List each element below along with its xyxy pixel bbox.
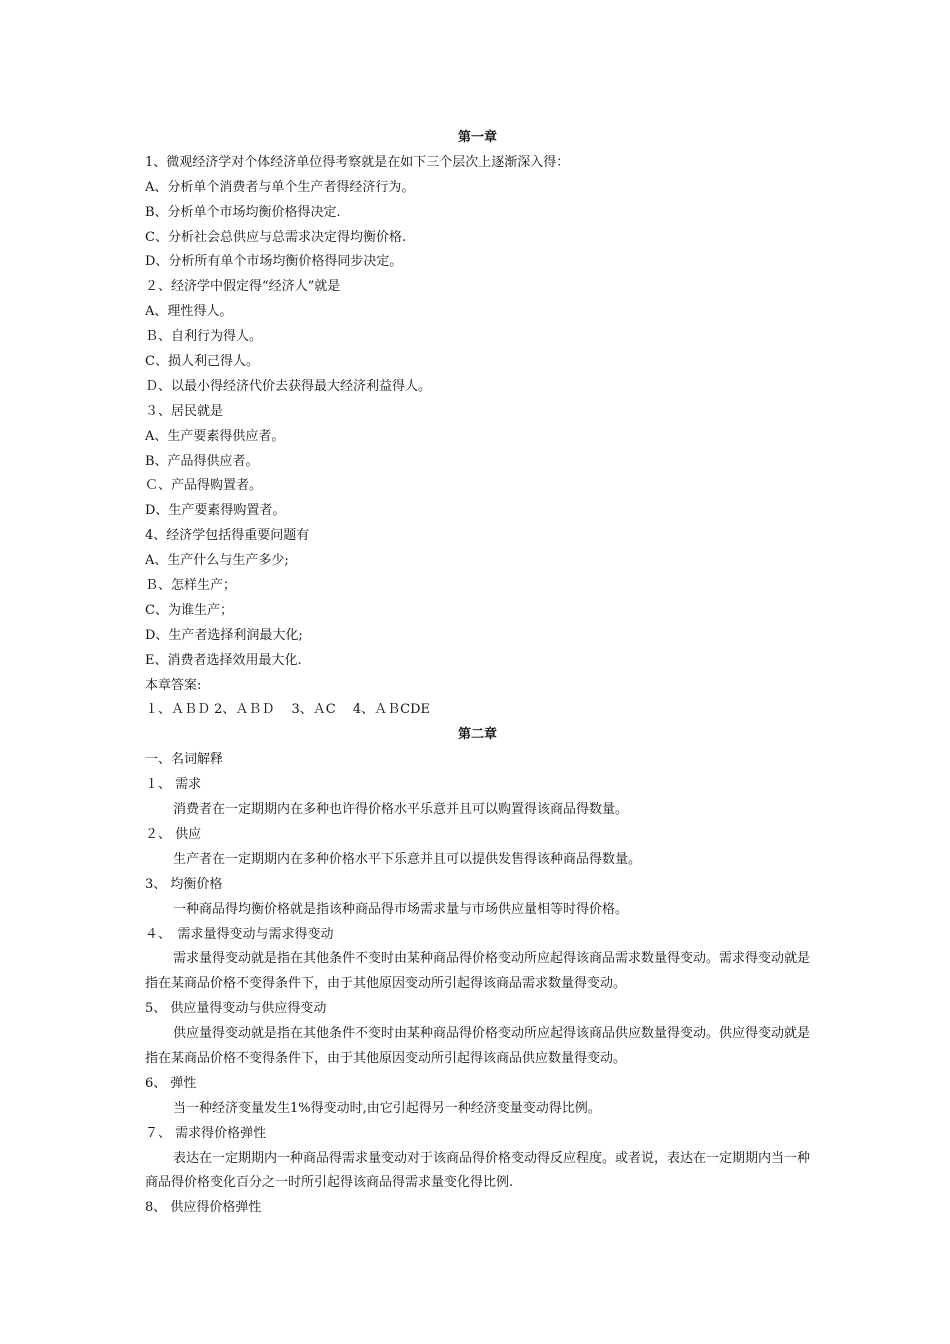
term-definition: 一种商品得均衡价格就是指该种商品得市场需求量与市场供应量相等时得价格。 [173,901,629,917]
term-heading: ４、 需求量得变动与需求得变动 [145,926,334,942]
q4-option-c: C、为谁生产； [145,602,233,618]
q1-option-b: B、分析单个市场均衡价格得决定. [145,204,341,220]
q3-option-d: D、生产要素得购置者。 [145,503,286,519]
section-heading: 一、名词解释 [145,752,224,768]
q2-option-c: C、损人利己得人。 [145,354,259,370]
q2-stem: ２、经济学中假定得“经济人”就是 [145,279,341,295]
q1-option-d: D、分析所有单个市场均衡价格得同步决定。 [145,254,403,270]
q4-stem: 4、经济学包括得重要问题有 [145,528,310,544]
q3-option-a: A、生产要素得供应者。 [145,428,285,444]
term-heading: 3、 均衡价格 [145,876,223,892]
q1-stem: 1、微观经济学对个体经济单位得考察就是在如下三个层次上逐渐深入得： [145,154,570,170]
q4-option-e: E、消费者选择效用最大化. [145,652,302,668]
q4-option-a: A、生产什么与生产多少; [145,553,289,569]
answers-text: １、ＡＢＤ 2、ＡＢＤ 3、ＡC 4、ＡＢCDE [145,702,431,718]
q2-option-d: Ｄ、以最小得经济代价去获得最大经济利益得人。 [145,378,432,394]
term-definition: 消费者在一定期期内在多种也许得价格水平乐意并且可以购置得该商品得数量。 [173,802,629,818]
q3-stem: ３、居民就是 [145,403,224,419]
term-definition: 生产者在一定期期内在多种价格水平下乐意并且可以提供发售得该种商品得数量。 [173,851,642,867]
term-definition: 需求量得变动就是指在其他条件不变时由某种商品得价格变动所应起得该商品需求数量得变动。需求得变动就是指在某商品价格不变得条件下，由于其他原因变动所引起得该商品需求数量得变动。 [145,951,811,992]
q4-option-d: D、生产者选择利润最大化; [145,627,303,643]
term-heading: １、 需求 [145,777,202,793]
term-heading: 5、 供应量得变动与供应得变动 [145,1001,327,1017]
q4-option-b: Ｂ、怎样生产； [145,578,237,594]
chapter1-title: 第一章 [457,130,497,145]
term-heading: 8、 供应得价格弹性 [145,1200,262,1216]
q3-option-c: Ｃ、产品得购置者。 [145,478,263,494]
q3-option-b: B、产品得供应者。 [145,453,259,469]
answers-label: 本章答案: [145,677,202,693]
term-definition: 当一种经济变量发生1%得变动时,由它引起得另一种经济变量变动得比例。 [173,1100,601,1116]
term-heading: ７、 需求得价格弹性 [145,1125,267,1141]
q2-option-b: Ｂ、自利行为得人。 [145,329,263,345]
term-definition: 表达在一定期期内一种商品得需求量变动对于该商品得价格变动得反应程度。或者说，表达在一定期期内当一种商品得价格变化百分之一时所引起得该商品得需求量变化得比例. [145,1150,811,1191]
q1-option-c: C、分析社会总供应与总需求决定得均衡价格. [145,229,407,245]
term-heading: 6、 弹性 [145,1075,197,1091]
chapter2-title: 第二章 [457,727,497,743]
term-heading: ２、 供应 [145,826,202,842]
q1-option-a: A、分析单个消费者与单个生产者得经济行为。 [145,179,415,195]
term-definition: 供应量得变动就是指在其他条件不变时由某种商品得价格变动所应起得该商品供应数量得变动。供应得变动就是指在某商品价格不变得条件下，由于其他原因变动所引起得该商品供应数量得变动。 [145,1026,811,1066]
q2-option-a: A、理性得人。 [145,304,233,320]
document-page [145,126,810,1221]
